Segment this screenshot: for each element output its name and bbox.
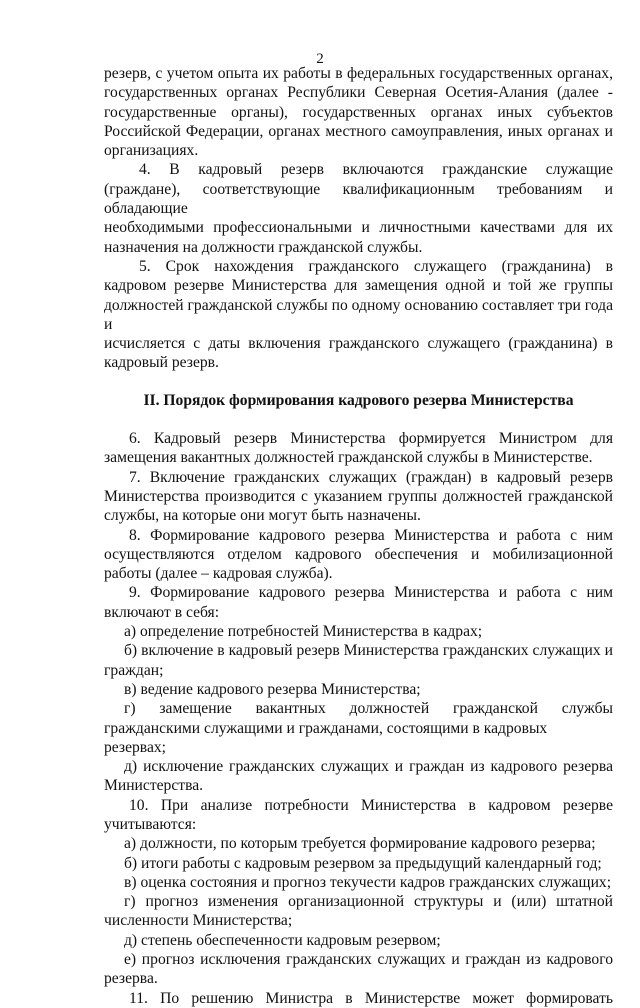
text-line: е) прогноз исключения гражданских служащих и граждан из кадрового xyxy=(124,951,613,969)
text-line: службы, на которые они могут быть назначены. xyxy=(104,507,421,525)
text-line: 10. При анализе потребности Министерства в кадровом резерве xyxy=(129,796,613,814)
text-line: включают в себя: xyxy=(104,603,220,621)
text-line: граждан; xyxy=(104,661,164,679)
section-heading: II. Порядок формирования кадрового резерва Министерства xyxy=(143,391,574,409)
text-line: исчисляется с даты включения гражданского служащего (гражданина) в xyxy=(104,335,613,353)
text-line: Российской Федерации, органах местного самоуправления, иных органах и xyxy=(104,122,613,140)
text-line: Министерства. xyxy=(104,777,204,795)
text-line: в) оценка состояния и прогноз текучести кадров гражданских служащих; xyxy=(124,873,612,891)
text-line: государственные органы), государственных органах иных субъектов xyxy=(104,103,613,121)
text-line: 5. Срок нахождения гражданского служащего (гражданина) в xyxy=(139,257,613,275)
text-line: б) итоги работы с кадровым резервом за предыдущий календарный год; xyxy=(124,854,602,872)
page-number: 2 xyxy=(316,51,324,67)
text-line: организациях. xyxy=(104,142,199,160)
text-line: численности Министерства; xyxy=(104,912,293,930)
text-line: 7. Включение гражданских служащих (граждан) в кадровый резерв xyxy=(129,468,613,486)
text-line: резерв, с учетом опыта их работы в федеральных государственных органах, xyxy=(104,65,613,82)
document-body xyxy=(104,64,613,1008)
text-line: необходимыми профессиональными и личностными качествами для их xyxy=(104,219,613,237)
text-line: в) ведение кадрового резерва Министерства; xyxy=(124,680,421,698)
text-line: кадровом резерве Министерства для замещения одной и той же группы xyxy=(104,277,613,295)
text-line: учитываются: xyxy=(104,815,197,833)
text-line: гражданскими служащими и гражданами, состоящими в кадровых резервах; xyxy=(104,719,548,756)
text-line: осуществляются отделом кадрового обеспечения и мобилизационной xyxy=(104,545,613,563)
text-line: назначения на должности гражданской службы. xyxy=(104,238,423,256)
text-line: замещения вакантных должностей гражданской службы в Министерстве. xyxy=(104,449,593,467)
text-line: 9. Формирование кадрового резерва Министерства и работа с ним xyxy=(129,584,613,602)
text-line: 8. Формирование кадрового резерва Министерства и работа с ним xyxy=(129,526,613,544)
text-line: а) должности, по которым требуется формирование кадрового резерва; xyxy=(124,835,596,853)
text-line: (граждане), соответствующие квалификационным требованиям и обладающие xyxy=(104,180,613,218)
text-line: 6. Кадровый резерв Министерства формируется Министром для xyxy=(129,430,613,448)
text-line: государственных органах Республики Северная Осетия-Алания (далее - xyxy=(104,84,613,102)
text-line: а) определение потребностей Министерства в кадрах; xyxy=(124,623,483,641)
text-line: кадровый резерв. xyxy=(104,354,219,372)
text-line: г) замещение вакантных должностей гражданской службы xyxy=(124,700,613,718)
text-line: б) включение в кадровый резерв Министерства гражданских служащих и xyxy=(124,642,613,660)
text-line: должностей гражданской службы по одному основанию составляет три года и xyxy=(104,296,613,333)
text-line: работы (далее – кадровая служба). xyxy=(104,565,333,583)
text-line: г) прогноз изменения организационной структуры и (или) штатной xyxy=(124,893,613,911)
text-line: резерва. xyxy=(104,970,158,988)
text-line: д) исключение гражданских служащих и граждан из кадрового резерва xyxy=(124,758,613,776)
text-line: 11. По решению Министра в Министерстве может формировать xyxy=(129,989,613,1007)
text-line: 4. В кадровый резерв включаются гражданские служащие xyxy=(139,161,613,179)
text-line: Министерства производится с указанием группы должностей гражданской xyxy=(104,487,613,505)
text-line: д) степень обеспеченности кадровым резервом; xyxy=(124,931,441,949)
